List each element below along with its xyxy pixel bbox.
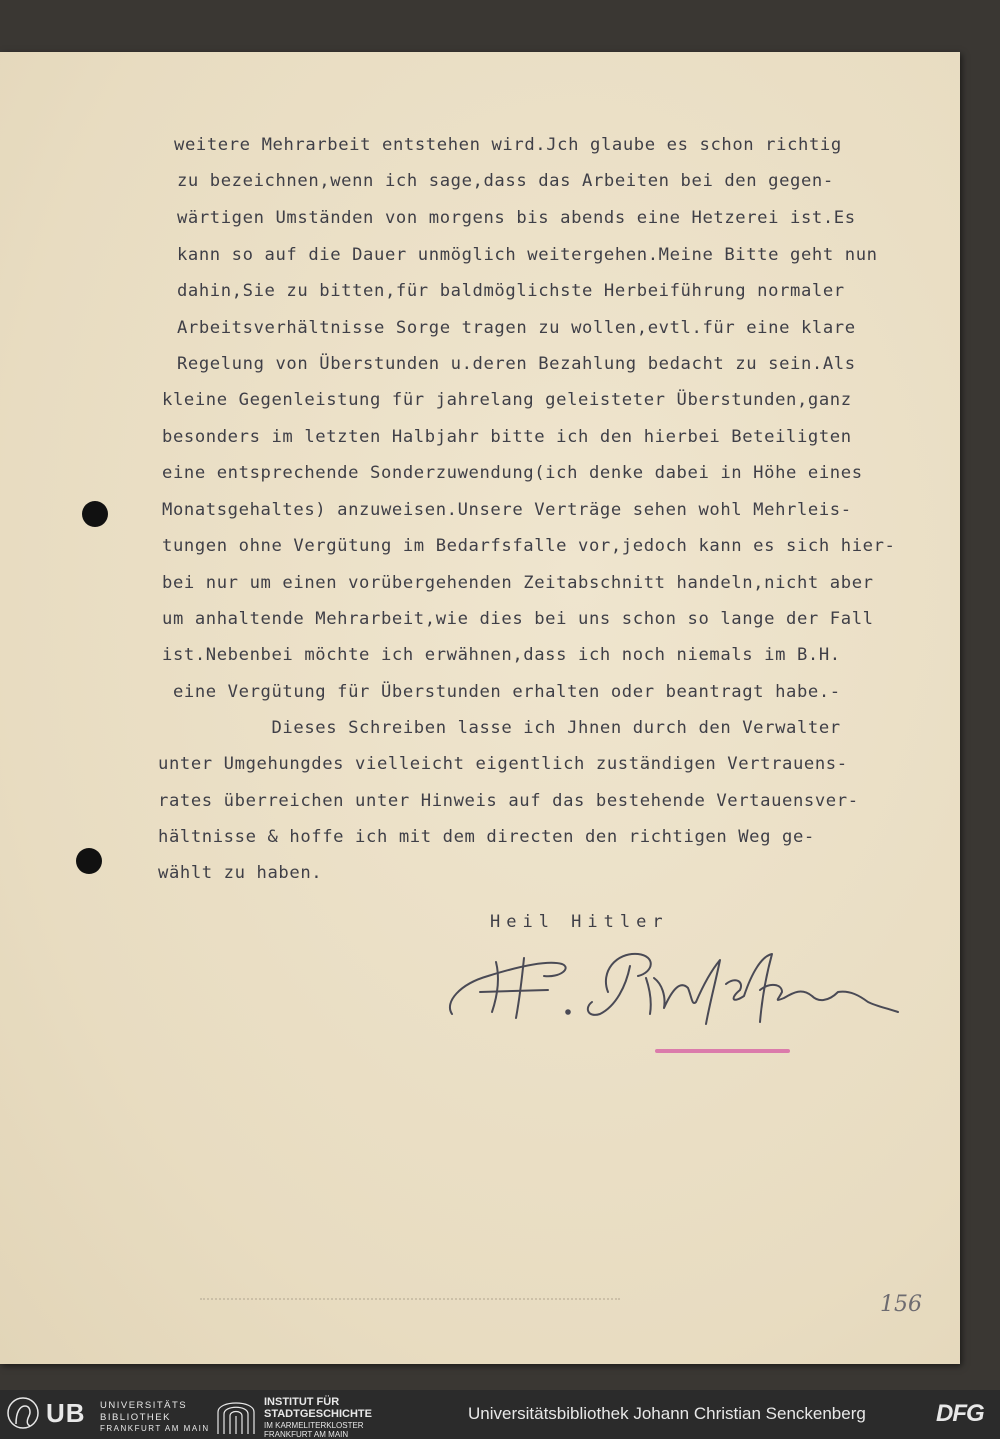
text-line: wählt zu haben. [158, 863, 323, 883]
institute-line-2: STADTGESCHICHTE [264, 1408, 372, 1420]
text-line: eine entsprechende Sonderzuwendung(ich denke dabei in Höhe eines [162, 463, 863, 483]
text-line: Regelung von Überstunden u.deren Bezahlung bedacht zu sein.Als [166, 354, 856, 374]
text-line: rates überreichen unter Hinweis auf das bestehende Vertauensver- [158, 791, 859, 811]
document-page [0, 52, 960, 1364]
text-line: zu bezeichnen,wenn ich sage,dass das Arbeiten bei den gegen- [166, 171, 834, 191]
punch-hole [76, 848, 102, 874]
text-line: besonders im letzten Halbjahr bitte ich den hierbei Beteiligten [162, 427, 852, 447]
text-line: eine Vergütung für Überstunden erhalten oder beantragt habe.- [162, 682, 841, 702]
institute-line-3: IM KARMELITERKLOSTER [264, 1421, 364, 1430]
text-line: unter Umgehungdes vielleicht eigentlich zuständigen Vertrauens- [158, 754, 848, 774]
ub-library-logo[interactable] [6, 1396, 210, 1434]
text-line: weitere Mehrarbeit entstehen wird.Jch glaube es schon richtig [174, 135, 842, 155]
institute-line-4: FRANKFURT AM MAIN [264, 1430, 349, 1439]
pink-underline-mark [655, 1049, 790, 1053]
dfg-logo[interactable]: DFG [936, 1400, 984, 1427]
text-line: Arbeitsverhältnisse Sorge tragen zu wollen,evtl.für eine klare [166, 318, 856, 338]
faint-trace [200, 1298, 620, 1301]
arch-building-icon [214, 1396, 258, 1436]
text-line: wärtigen Umständen von morgens bis abends eine Hetzerei ist.Es [166, 208, 856, 228]
text-line: tungen ohne Vergütung im Bedarfsfalle vor,jedoch kann es sich hier- [162, 536, 896, 556]
institute-line-1: INSTITUT FÜR [264, 1396, 340, 1408]
text-line: Monatsgehaltes) anzuweisen.Unsere Verträge sehen wohl Mehrleis- [162, 500, 852, 520]
text-line: ist.Nebenbei möchte ich erwähnen,dass ich noch niemals im B.H. [162, 645, 841, 665]
ub-line-2: BIBLIOTHEK [100, 1412, 171, 1423]
ub-abbreviation: UB [46, 1398, 86, 1428]
text-line: bei nur um einen vorübergehenden Zeitabschnitt handeln,nicht aber [162, 573, 874, 593]
closing-salutation: Heil Hitler [490, 912, 669, 932]
text-line: kann so auf die Dauer unmöglich weitergehen.Meine Bitte geht nun [166, 245, 878, 265]
text-line: dahin,Sie zu bitten,für baldmöglichste Herbeiführung normaler [166, 281, 845, 301]
archive-page-number: 156 [880, 1292, 922, 1317]
goethe-portrait-icon [6, 1396, 40, 1434]
text-line: kleine Gegenleistung für jahrelang geleisteter Überstunden,ganz [162, 390, 852, 410]
library-name: Universitätsbibliothek Johann Christian Senckenberg [468, 1404, 866, 1423]
text-line: um anhaltende Mehrarbeit,wie dies bei uns schon so lange der Fall [162, 609, 874, 629]
institute-logo[interactable] [214, 1396, 414, 1439]
ub-line-1: UNIVERSITÄTS [100, 1400, 188, 1411]
handwritten-signature [440, 932, 910, 1032]
text-line: Dieses Schreiben lasse ich Jhnen durch den Verwalter [162, 718, 841, 738]
punch-hole [82, 501, 108, 527]
ub-line-3: FRANKFURT AM MAIN [100, 1424, 210, 1433]
viewer-footer [0, 1390, 1000, 1439]
text-line: hältnisse & hoffe ich mit dem directen den richtigen Weg ge- [158, 827, 815, 847]
